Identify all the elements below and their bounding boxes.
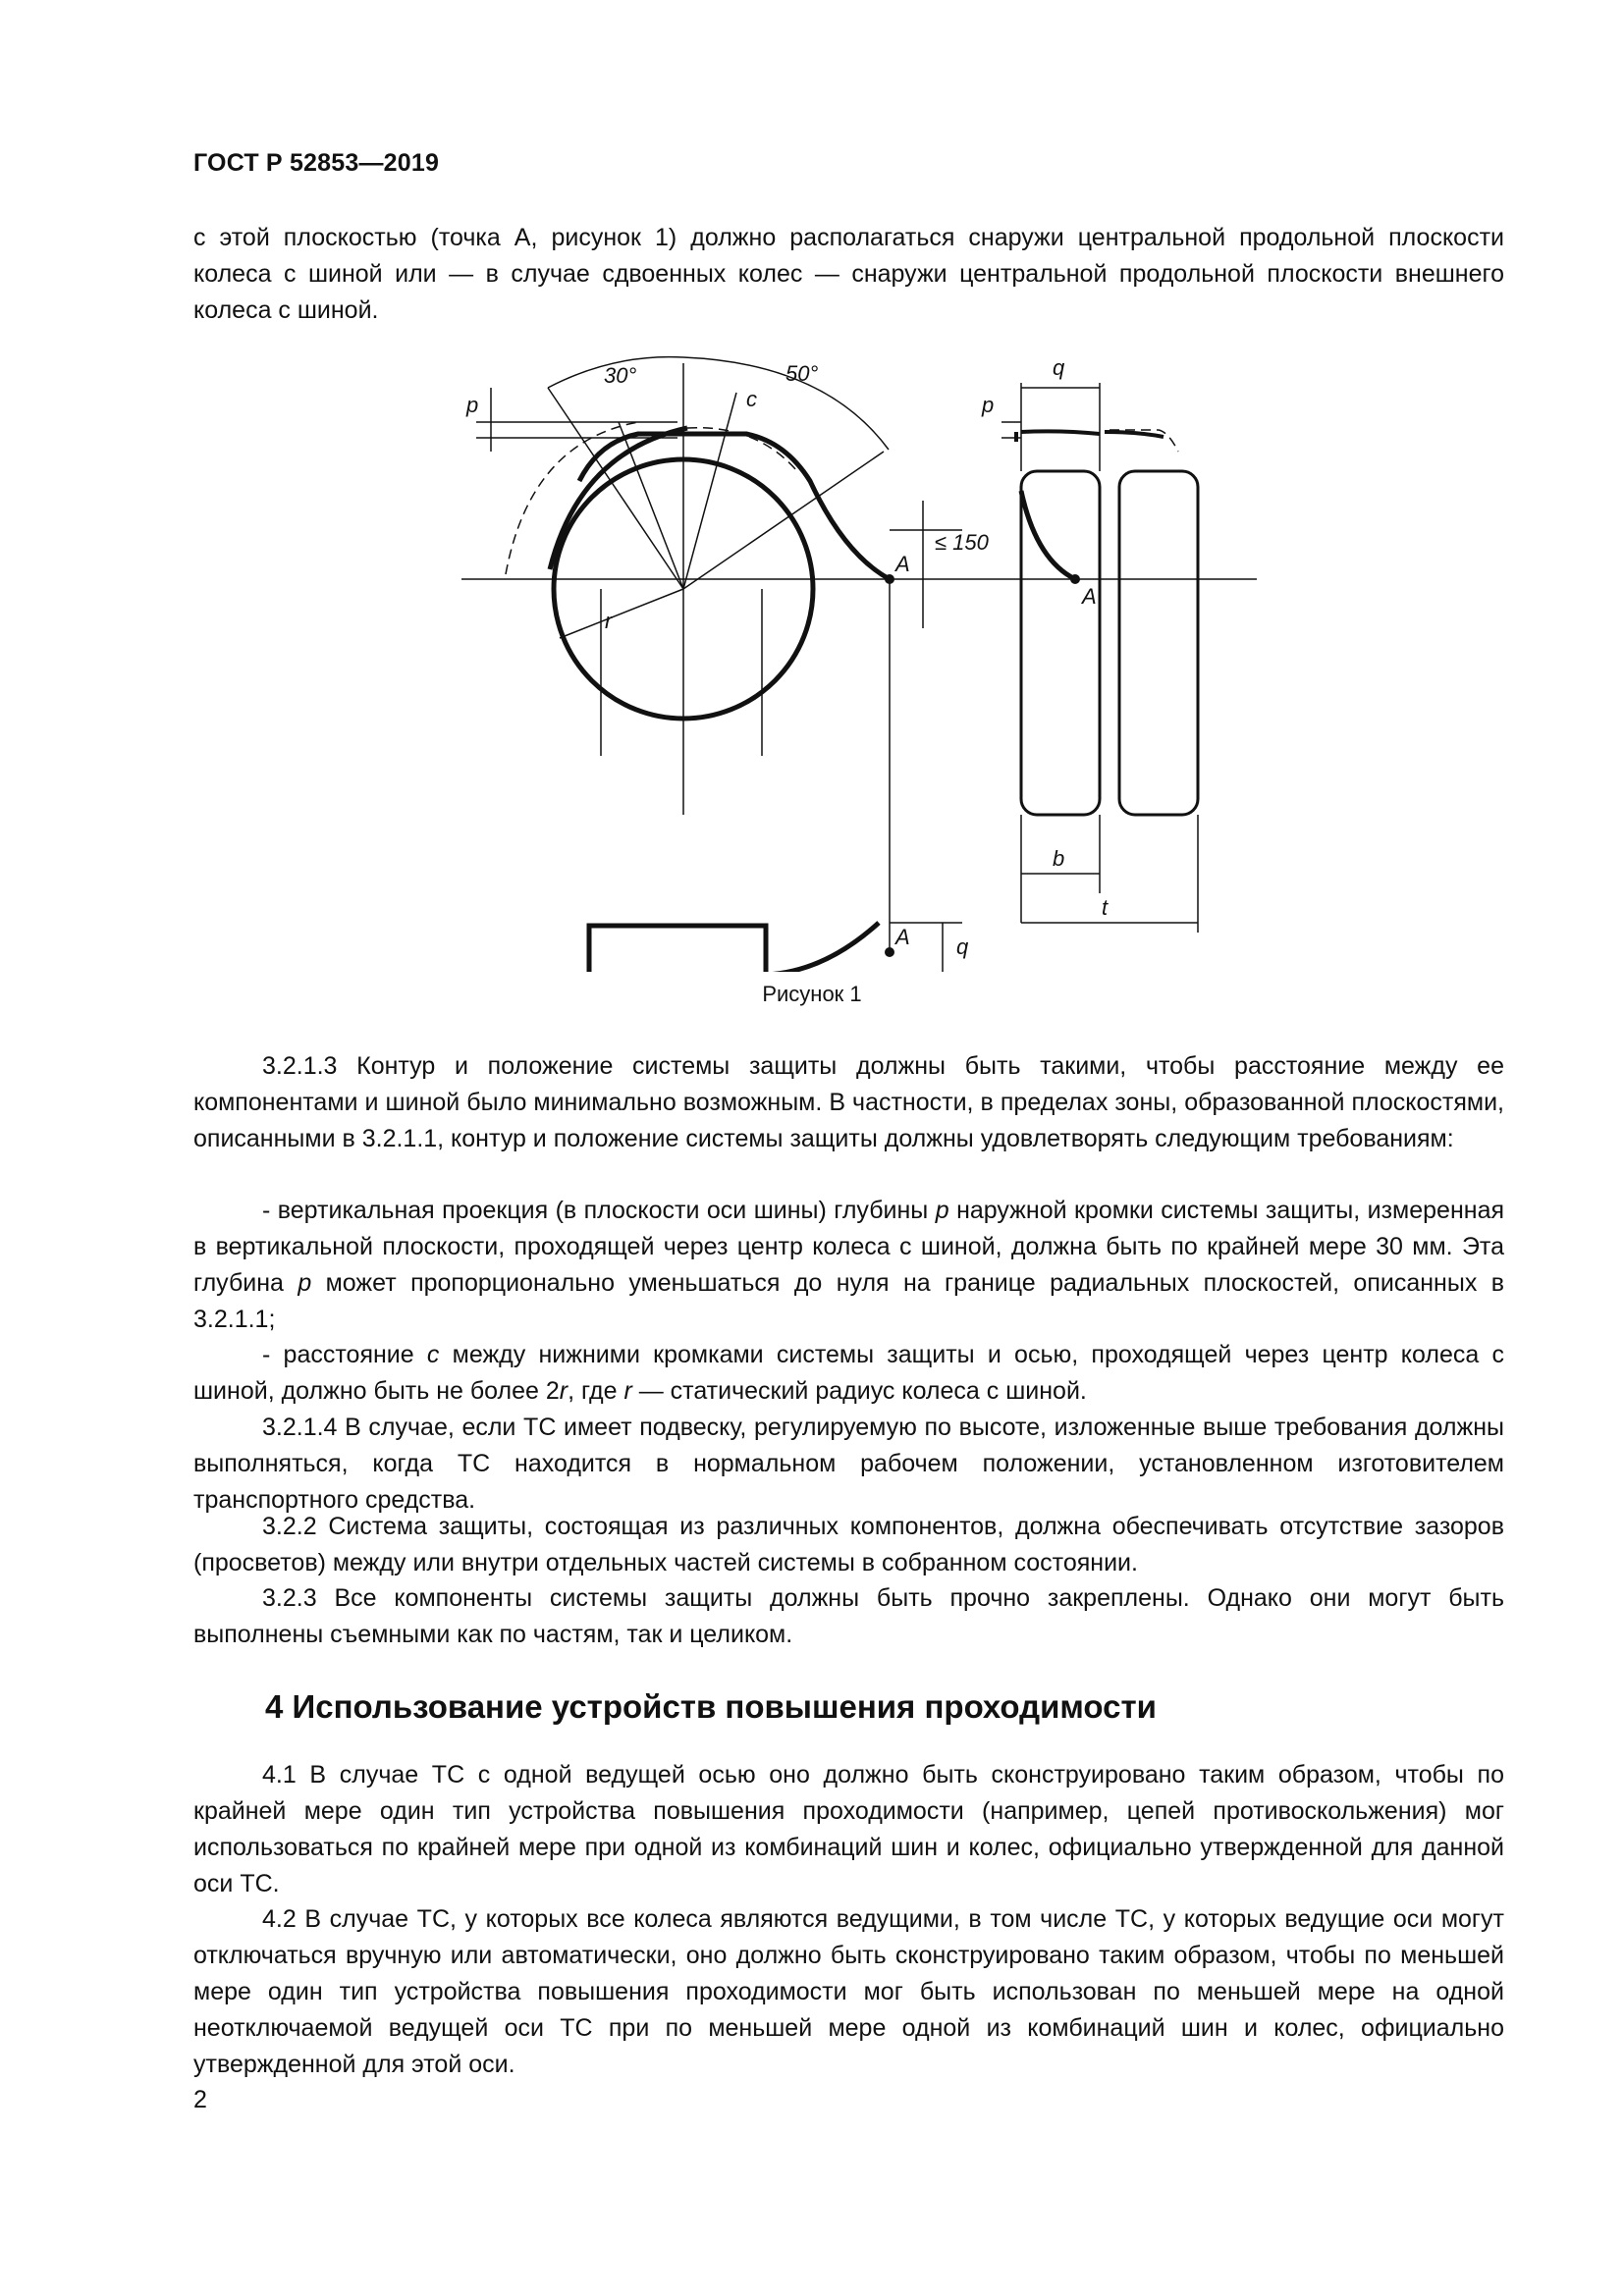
label-30: 30° xyxy=(604,363,637,388)
label-a-bottom: A xyxy=(895,925,910,949)
label-p-front: p xyxy=(466,393,479,417)
point-a-marker xyxy=(885,574,894,584)
bottom-tyre-rect xyxy=(589,926,766,972)
ray-50 xyxy=(683,452,884,589)
intro-paragraph: с этой плоскостью (точка А, рисунок 1) должно располагаться снаружи центральной продольной плоскости колеса с шиной или — в случае сдвоенных колес — снаружи центральной продольной плоскости внешнего колеса с шиной. xyxy=(193,224,1504,324)
wheel-guard-diagram xyxy=(432,344,1296,972)
page-number: 2 xyxy=(193,2086,207,2113)
label-q-side: q xyxy=(1053,355,1065,380)
outer-tyre xyxy=(1119,471,1198,815)
point-a-marker-side xyxy=(1070,574,1080,584)
bottom-guard-curve xyxy=(766,923,879,972)
inner-tyre xyxy=(1021,471,1100,815)
label-b: b xyxy=(1053,846,1065,871)
paragraph-3-2-1-3: 3.2.1.3 Контур и положение системы защиты должны быть такими, чтобы расстояние между ее компонентами и шиной было минимально возможным. В частности, в пределах зоны, образованной плоскостями, описанными в 3.2.1.1, контур и положение системы защиты должны удовлетворять следующим требованиям: xyxy=(193,1052,1504,1152)
document-code-header: ГОСТ Р 52853—2019 xyxy=(193,149,440,177)
paragraph-3-2-2: 3.2.2 Система защиты, состоящая из различных компонентов, должна обеспечивать отсутствие зазоров (просветов) между или внутри отдельных частей системы в собранном состоянии. xyxy=(193,1513,1504,1576)
label-50: 50° xyxy=(785,361,819,386)
label-t: t xyxy=(1102,895,1109,920)
label-dim-150: ≤ 150 xyxy=(935,530,989,555)
side-guard-top xyxy=(1016,431,1164,442)
paragraph-4-1: 4.1 В случае ТС с одной ведущей осью оно должно быть сконструировано таким образом, чтобы по крайней мере один тип устройства повышения проходимости (например, цепей противоскольжения) мог использоваться по крайней мере при одной из комбинаций шин и колес, официально утвержденной для данной оси ТС. xyxy=(193,1761,1504,1897)
paragraph-4-2: 4.2 В случае ТС, у которых все колеса являются ведущими, в том числе ТС, у которых ведущие оси могут отключаться вручную или автоматически, оно должно быть сконструировано таким образом, чтобы по меньшей мере один тип устройства повышения проходимости мог быть использован по меньшей мере на одной неотключаемой ведущей оси ТС при по меньшей мере одной из комбинаций шин и колес, официально утвержденной для этой оси. xyxy=(193,1905,1504,2078)
point-a-marker-bottom xyxy=(885,947,894,957)
paragraph-3-2-1-4: 3.2.1.4 В случае, если ТС имеет подвеску, регулируемую по высоте, изложенные выше требования должны выполняться, когда ТС находится в нормальном рабочем положении, установленном изготовителем транспортного средства. xyxy=(193,1414,1504,1514)
ray-30 xyxy=(548,388,683,589)
ray-r xyxy=(560,589,683,638)
paragraph-3-2-3: 3.2.3 Все компоненты системы защиты должны быть прочно закреплены. Однако они могут быть выполнены съемными как по частям, так и целиком. xyxy=(193,1584,1504,1648)
figure-1 xyxy=(432,344,1296,972)
side-guard-curve xyxy=(1021,491,1075,579)
bullet-distance-c: - расстояние c между нижними кромками системы защиты и осью, проходящей через центр колеса с шиной, должно быть не более 2r, где r — статический радиус колеса с шиной. xyxy=(193,1341,1505,1405)
label-a-side: A xyxy=(1082,584,1097,609)
label-p-side: p xyxy=(982,393,995,417)
label-r: r xyxy=(605,609,613,633)
ray-c xyxy=(683,393,736,589)
label-a-front: A xyxy=(895,552,910,576)
label-c: c xyxy=(746,387,757,411)
section-4-heading: 4 Использование устройств повышения проходимости xyxy=(265,1688,1157,1725)
bullet-depth-p: - вертикальная проекция (в плоскости оси шины) глубины p наружной кромки системы защиты, измеренная в вертикальной плоскости, проходящей через центр колеса с шиной, должна быть по крайней мере 30 мм. Эта глубина p может пропорционально уменьшаться до нуля на границе радиальных плоскостей, описанных в 3.2.1.1; xyxy=(193,1197,1505,1333)
ray-guard xyxy=(619,422,683,589)
label-q-bottom: q xyxy=(956,934,969,959)
figure-caption: Рисунок 1 xyxy=(762,982,862,1006)
guard-dashed-arc-left xyxy=(506,422,638,574)
guard-arc-left xyxy=(550,428,687,569)
